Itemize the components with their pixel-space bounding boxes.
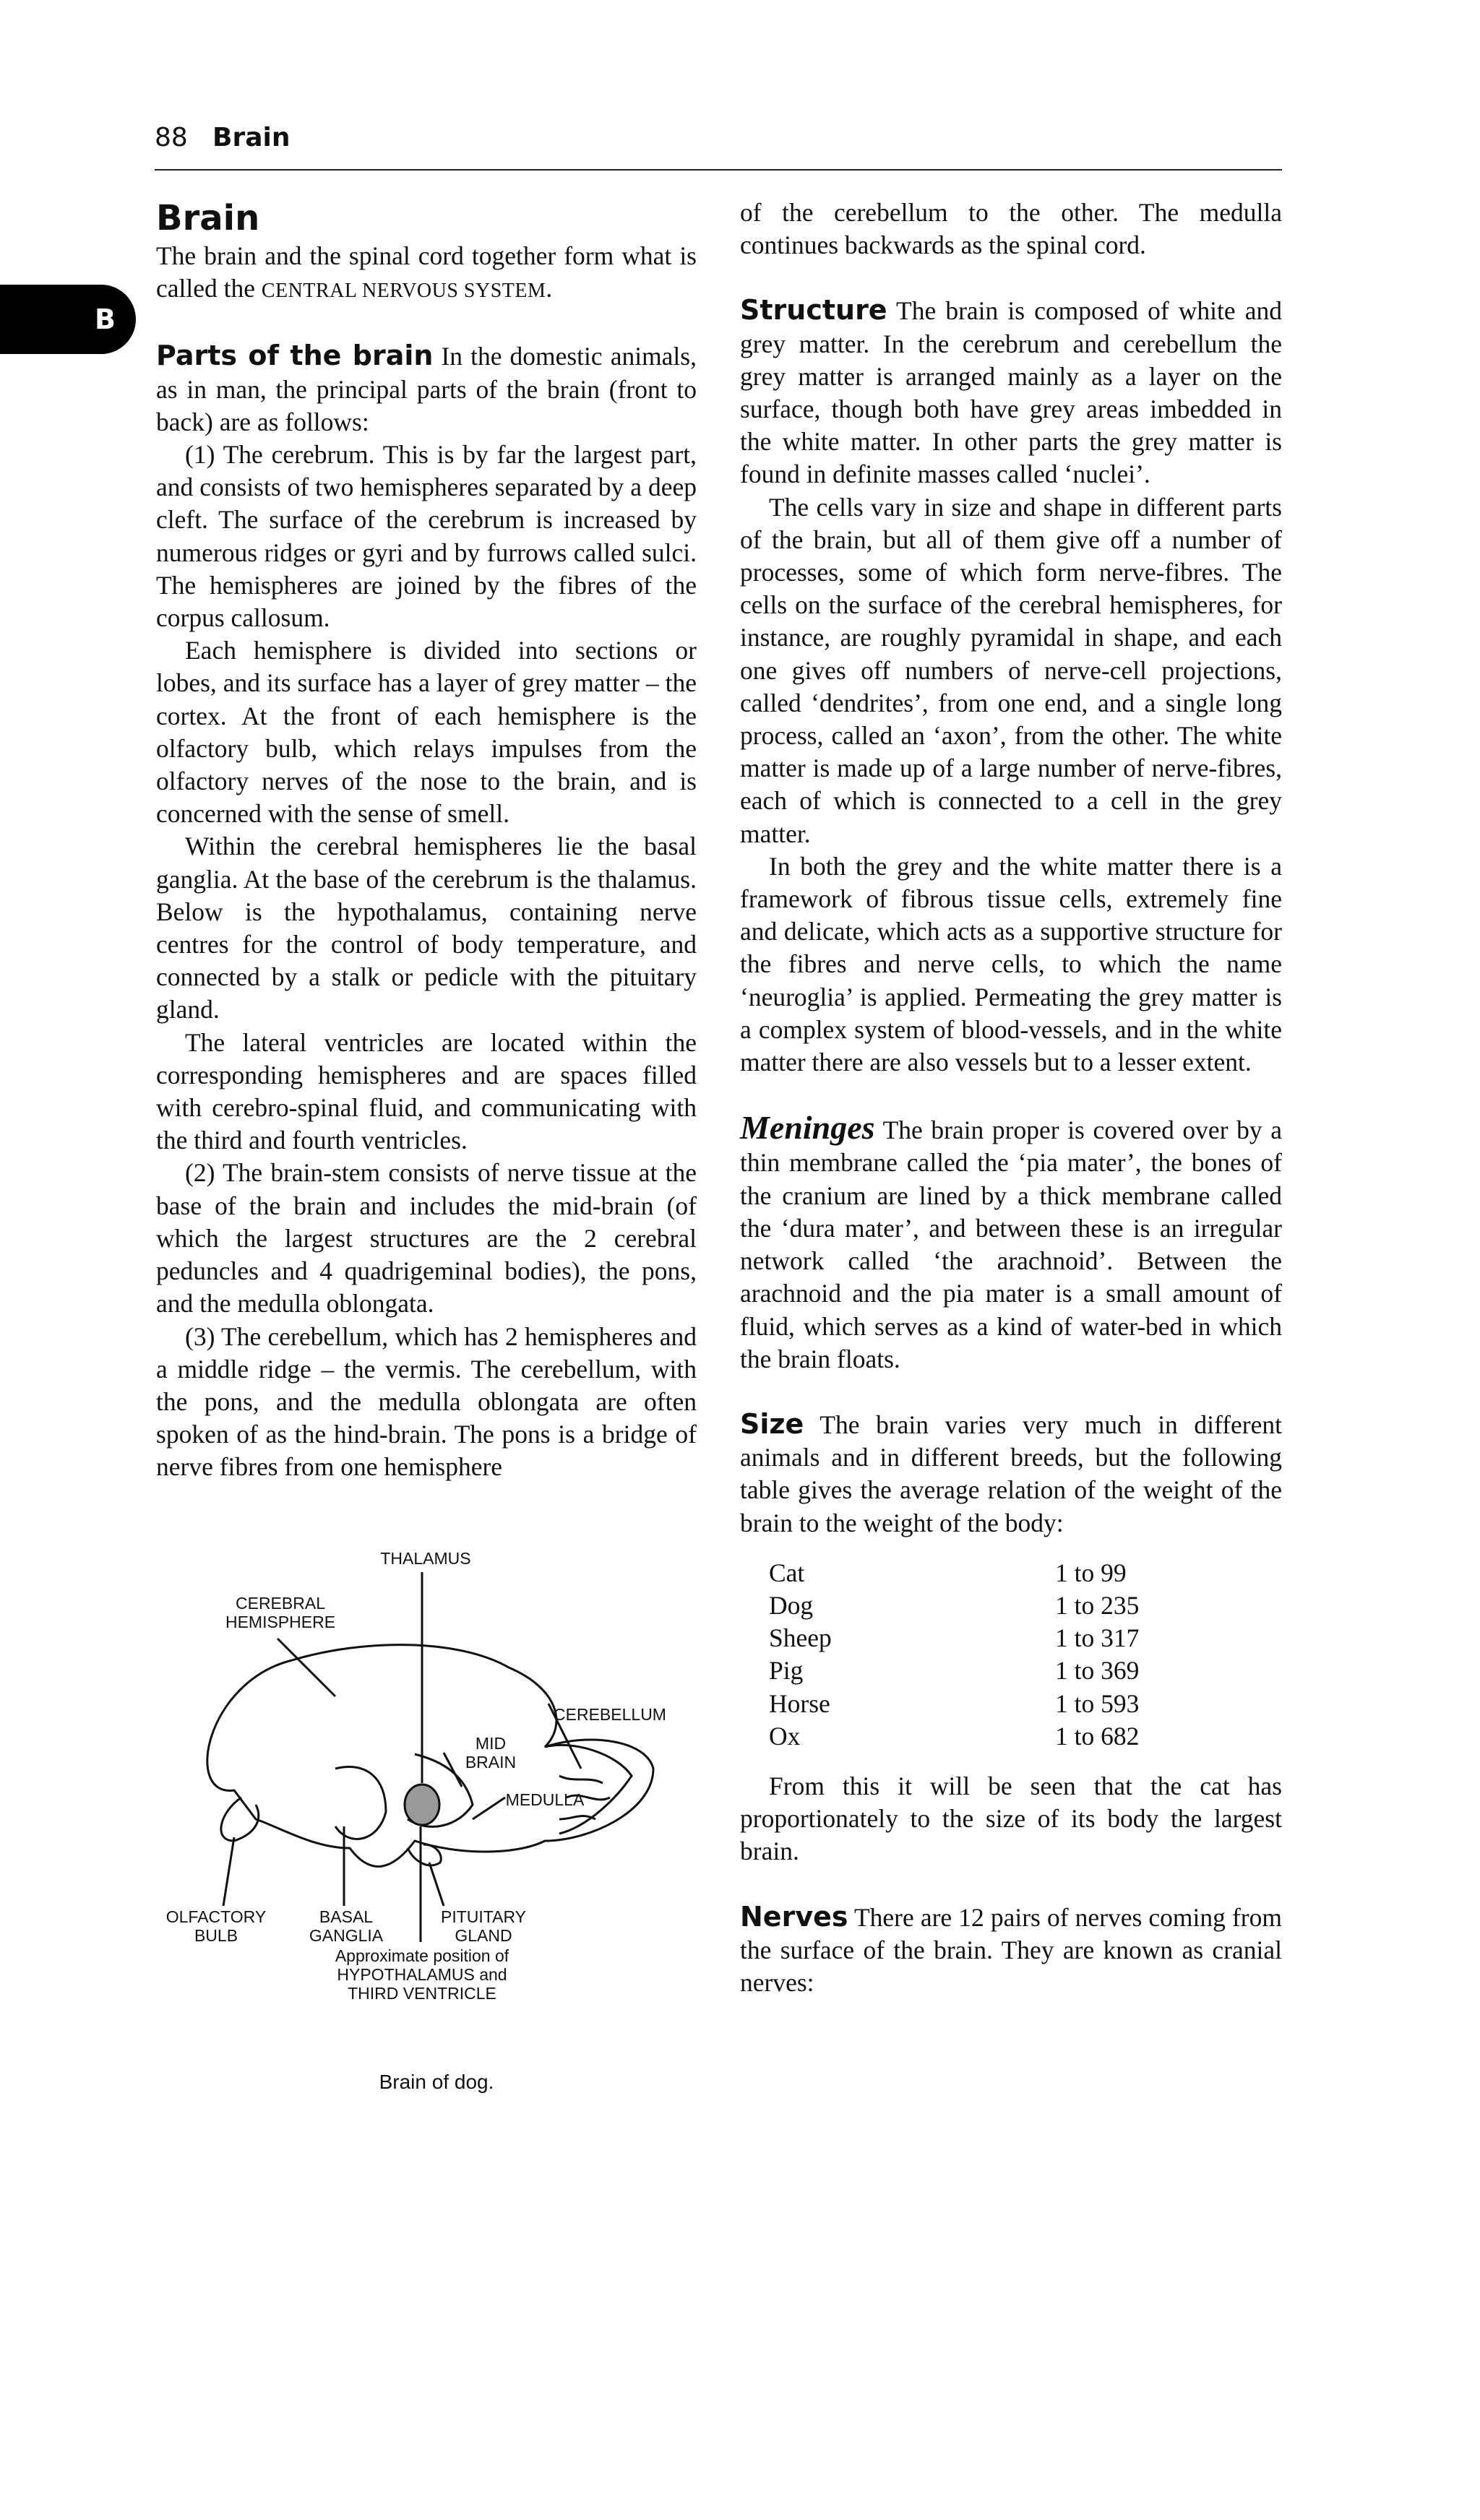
parts-heading: Parts of the brain	[156, 340, 434, 372]
label-thalamus: THALAMUS	[380, 1549, 471, 1568]
cerebellum-paragraph: (3) The cerebellum, which has 2 hemispheres and a middle ridge – the vermis. The cerebellum, with the pons, and the medulla oblongata are often spoken of as the hind-brain. The pons is a bridge of nerve fibres from one hemisphere	[156, 1321, 697, 1482]
label-olfactory-bulb: OLFACTORY BULB	[165, 1907, 267, 1945]
table-row	[769, 1622, 1200, 1654]
table-row	[769, 1688, 1200, 1720]
cells-paragraph: The cells vary in size and shape in different parts of the brain, but all of them give off a number of processes, some of which form nerve-fibres. The cells on the surface of the cerebral hemispheres, for instance, are roughly pyramidal in shape, and each one gives off numbers of nerve-cell projections, called ‘dendrites’, from one end, and a single long process, called an ‘axon’, from the other. The white matter is made up of a large number of nerve-fibres, each of which is connected to a cell in the grey matter.	[740, 492, 1282, 848]
leader-olfactory-bulb	[223, 1837, 234, 1906]
alphabet-thumb-tab	[0, 285, 136, 354]
right-column	[740, 197, 1282, 1999]
left-column	[156, 197, 697, 1484]
ratio-cell: 1 to 369	[1055, 1656, 1140, 1686]
brain-of-dog-figure	[155, 1537, 718, 2115]
label-mid-brain: MID BRAIN	[465, 1734, 517, 1772]
hypothalamus-marker	[405, 1785, 439, 1825]
animal-cell: Ox	[769, 1721, 801, 1751]
nerves-heading: Nerves	[740, 1900, 848, 1933]
parts-text: In the domestic animals, as in man, the principal parts of the brain (front to back) are as follows:	[156, 342, 697, 436]
olfactory-bulb-outline	[221, 1798, 259, 1841]
tab-letter: B	[95, 303, 116, 335]
brain-diagram	[155, 1537, 718, 2520]
cerebrum-paragraph: (1) The cerebrum. This is by far the largest part, and consists of two hemispheres separated by a deep cleft. The surface of the cerebrum is increased by numerous ridges or gyri and by furrows called sulci. The hemispheres are joined by the fibres of the corpus callosum.	[156, 440, 697, 633]
leader-cerebral-hemisphere	[278, 1639, 335, 1696]
animal-cell: Pig	[769, 1656, 804, 1686]
animal-cell: Cat	[769, 1558, 805, 1587]
animal-cell: Horse	[769, 1688, 830, 1718]
cerebellum-outline	[545, 1745, 632, 1834]
ratio-cell: 1 to 593	[1055, 1688, 1140, 1718]
meninges-text: The brain proper is covered over by a thin membrane called the ‘pia mater’, the bones of the cranium are lined by a thick membrane called the ‘dura mater’, and between these is an irregular network called ‘the arachnoid’. Between the arachnoid and the pia mater is a small amount of fluid, which serves as a kind of water-bed in which the brain floats.	[740, 1116, 1282, 1373]
table-row	[769, 1557, 1200, 1589]
intro-end: .	[546, 274, 553, 303]
table-row	[769, 1589, 1200, 1622]
label-cerebral-hemisphere: CEREBRAL HEMISPHERE	[225, 1594, 336, 1631]
size-paragraph	[740, 1408, 1282, 1540]
ventricles-paragraph: The lateral ventricles are located within the corresponding hemispheres and are spaces filled with cerebro-spinal fluid, and communicating with the third and fourth ventricles.	[156, 1027, 697, 1155]
running-title: Brain	[212, 123, 291, 152]
nerves-paragraph	[740, 1901, 1282, 2000]
ratio-cell: 1 to 317	[1055, 1623, 1140, 1653]
parts-paragraph	[156, 340, 697, 439]
brain-weight-table	[769, 1557, 1200, 1753]
figure-caption: Brain of dog.	[379, 2071, 494, 2093]
intro-paragraph	[156, 240, 697, 307]
cross-reference: CENTRAL NERVOUS SYSTEM	[261, 280, 546, 303]
label-medulla: MEDULLA	[505, 1790, 585, 1809]
table-row	[769, 1720, 1200, 1753]
cerebral-hemisphere-outline	[207, 1645, 653, 1867]
pituitary-gland-outline	[408, 1844, 441, 1865]
table-row	[769, 1654, 1200, 1687]
intro-text: The brain and the spinal cord together form what is called the	[156, 241, 697, 303]
page-number: 88	[155, 123, 188, 152]
ratio-cell: 1 to 99	[1055, 1558, 1127, 1587]
label-cerebellum: CEREBELLUM	[554, 1705, 666, 1724]
nerves-text: There are 12 pairs of nerves coming from the surface of the brain. They are known as cranial nerves:	[740, 1902, 1282, 1997]
leader-pituitary-gland	[429, 1863, 444, 1906]
label-basal-ganglia: BASAL GANGLIA	[309, 1907, 384, 1945]
neuroglia-paragraph: In both the grey and the white matter there is a framework of fibrous tissue cells, extremely fine and delicate, which acts as a supportive structure for the fibres and nerve cells, to which the name ‘neuroglia’ is applied. Permeating the grey matter is a complex system of blood-vessels, and in the white matter there are also vessels but to a lesser extent.	[740, 851, 1282, 1077]
structure-heading: Structure	[740, 294, 887, 327]
continued-paragraph: of the cerebellum to the other. The medulla continues backwards as the spinal cord.	[740, 198, 1282, 260]
label-hypothalamus-note: Approximate position of HYPOTHALAMUS and THIRD VENTRICLE	[335, 1946, 509, 2003]
animal-cell: Sheep	[769, 1623, 832, 1653]
structure-text: The brain is composed of white and grey matter. In the cerebrum and cerebellum the grey matter is arranged mainly as a layer on the surface, though both have grey areas imbedded in the white matter. In other parts the grey matter is found in definite masses called ‘nuclei’.	[740, 296, 1282, 489]
meninges-heading: Meninges	[740, 1109, 875, 1147]
brainstem-paragraph: (2) The brain-stem consists of nerve tissue at the base of the brain and includes the mid-brain (of which the largest structures are the 2 cerebral peduncles and 4 quadrigeminal bodies), the pons, and the medulla oblongata.	[156, 1158, 697, 1319]
running-header	[155, 120, 1282, 171]
ratio-cell: 1 to 235	[1055, 1590, 1140, 1620]
size-heading: Size	[740, 1407, 804, 1440]
structure-paragraph	[740, 294, 1282, 491]
animal-cell: Dog	[769, 1590, 814, 1620]
size-text: The brain varies very much in different animals and in different breeds, but the following table gives the average relation of the weight of the brain to the weight of the body:	[740, 1410, 1282, 1537]
basal-ganglia-paragraph: Within the cerebral hemispheres lie the basal ganglia. At the base of the cerebrum is the thalamus. Below is the hypothalamus, containing nerve centres for the control of body temperature, and connected by a stalk or pedicle with the pituitary gland.	[156, 832, 697, 1024]
ratio-cell: 1 to 682	[1055, 1721, 1140, 1751]
entry-title: Brain	[156, 198, 260, 238]
label-pituitary-gland: PITUITARY GLAND	[441, 1907, 526, 1945]
hemisphere-paragraph: Each hemisphere is divided into sections or lobes, and its surface has a layer of grey matter – the cortex. At the front of each hemisphere is the olfactory bulb, which relays impulses from the olfactory nerves of the nose to the brain, and is concerned with the sense of smell.	[156, 636, 697, 829]
cat-paragraph: From this it will be seen that the cat has proportionately to the size of its body the largest brain.	[740, 1771, 1282, 1866]
meninges-paragraph	[740, 1111, 1282, 1376]
